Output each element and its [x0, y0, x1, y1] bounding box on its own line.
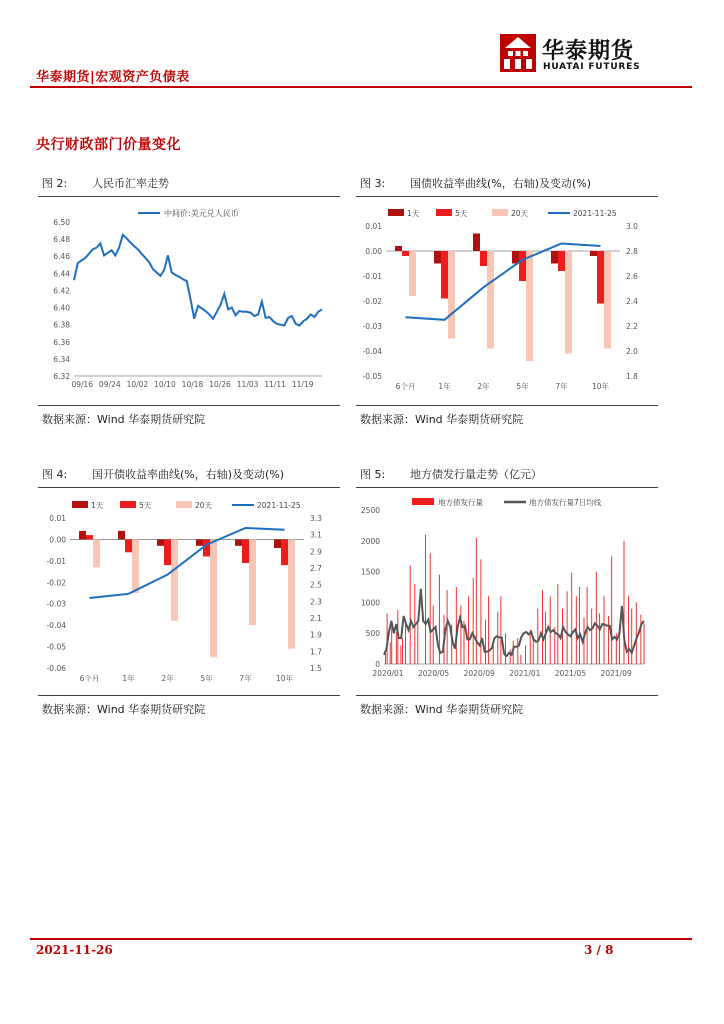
x-tick-label: 2020/09 [463, 669, 495, 678]
bar-1天 [157, 539, 164, 545]
fig2-bottom-rule [38, 405, 340, 406]
y2-tick-label: 2.4 [626, 297, 638, 306]
bar-5天 [558, 251, 565, 271]
bar-5天 [519, 251, 526, 281]
fig3-chart [348, 200, 664, 400]
y2-tick-label: 2.2 [626, 322, 638, 331]
section-title: 央行财政部门价量变化 [36, 137, 181, 153]
fig4-bottom-rule [38, 695, 340, 696]
legend-label: 2021-11-25 [257, 501, 301, 510]
x-tick-label: 10/02 [126, 380, 149, 389]
x-tick-label: 10/18 [181, 380, 204, 389]
issuance-7d-ma-line [384, 589, 644, 656]
x-tick-label: 7年 [555, 382, 568, 391]
fig4-label: 图 4: [42, 468, 68, 481]
footer-date: 2021-11-26 [36, 943, 113, 957]
x-tick-label: 09/16 [71, 380, 94, 389]
x-tick-label: 5年 [200, 674, 213, 683]
logo-text-en: HUATAI FUTURES [543, 62, 641, 72]
y-tick-label: 0.01 [49, 514, 66, 523]
fig5-top-rule [356, 487, 658, 488]
y2-tick-label: 2.7 [310, 564, 322, 573]
x-tick-label: 1年 [438, 382, 451, 391]
fig5-chart [348, 492, 660, 692]
bar-5天 [281, 539, 288, 565]
y-tick-label: 2500 [360, 506, 380, 515]
bar-20天 [288, 539, 295, 648]
fig2-top-rule [38, 196, 340, 197]
fig5-source: 数据来源：Wind 华泰期货研究院 [360, 703, 524, 716]
y-tick-label: 500 [365, 629, 380, 639]
x-tick-label: 2021/01 [509, 669, 541, 678]
bar-5天 [242, 539, 249, 563]
y-tick-label: 6.50 [53, 218, 70, 227]
fig3-top-rule [356, 196, 658, 197]
bar-5天 [86, 535, 93, 539]
bar-1天 [590, 251, 597, 256]
bar-1天 [395, 246, 402, 251]
x-tick-label: 09/24 [99, 380, 121, 389]
y-tick-label: -0.05 [362, 372, 382, 381]
bar-20天 [604, 251, 611, 349]
bar-5天 [441, 251, 448, 299]
x-tick-label: 2020/05 [418, 669, 450, 678]
y2-tick-label: 3.1 [310, 530, 322, 540]
x-tick-label: 11/03 [236, 380, 259, 389]
x-tick-label: 11/19 [291, 380, 314, 389]
y-tick-label: -0.01 [362, 272, 382, 281]
bar-20天 [409, 251, 416, 296]
y-tick-label: 0.00 [49, 535, 66, 545]
bar-20天 [249, 539, 256, 625]
legend-swatch [120, 501, 136, 508]
bar-1天 [274, 539, 281, 548]
y-tick-label: 0 [375, 660, 380, 669]
x-tick-label: 1年 [122, 674, 135, 683]
y-tick-label: 6.44 [53, 269, 70, 279]
y-tick-label: 6.42 [53, 286, 70, 296]
x-tick-label: 6个月 [79, 674, 100, 683]
y2-tick-label: 2.8 [626, 247, 638, 256]
page-number: 3 / 8 [584, 943, 614, 957]
y-tick-label: -0.03 [362, 322, 382, 331]
y-tick-label: -0.06 [46, 664, 66, 673]
fig3-source: 数据来源：Wind 华泰期货研究院 [360, 413, 524, 426]
x-tick-label: 10/26 [209, 380, 231, 389]
bar-1天 [79, 531, 86, 540]
y-tick-label: -0.04 [46, 621, 66, 631]
legend-swatch [436, 209, 452, 216]
legend-swatch [388, 209, 404, 216]
bar-20天 [448, 251, 455, 339]
y2-tick-label: 2.6 [626, 272, 638, 281]
y2-tick-label: 1.5 [310, 664, 322, 673]
bar-1天 [551, 251, 558, 264]
y-tick-label: -0.02 [362, 297, 382, 306]
y-tick-label: 6.46 [53, 252, 70, 262]
x-tick-label: 10/10 [154, 380, 176, 389]
bar-1天 [473, 234, 480, 252]
fx-rate-line [74, 235, 322, 326]
fig2-label: 图 2: [42, 177, 68, 190]
y2-tick-label: 1.9 [310, 630, 322, 640]
fig4-top-rule [38, 487, 340, 488]
y2-tick-label: 2.5 [310, 580, 322, 590]
legend-label: 1天 [407, 209, 420, 218]
y-tick-label: 0.01 [365, 222, 382, 231]
y-tick-label: -0.02 [46, 578, 66, 588]
x-tick-label: 2年 [161, 674, 174, 683]
y2-tick-label: 2.9 [310, 547, 322, 557]
fig3-label: 图 3: [360, 177, 386, 190]
bar-20天 [171, 539, 178, 620]
bar-5天 [597, 251, 604, 304]
fig2-title: 人民币汇率走势 [92, 177, 169, 190]
bar-20天 [526, 251, 533, 361]
legend-label: 地方债发行量 [438, 498, 483, 507]
bar-1天 [235, 539, 242, 545]
bar-1天 [512, 251, 519, 264]
legend-swatch [492, 209, 508, 216]
fig4-source: 数据来源：Wind 华泰期货研究院 [42, 703, 206, 716]
y-tick-label: 6.34 [53, 354, 70, 364]
legend-label: 地方债发行量7日均线 [529, 498, 602, 507]
x-tick-label: 2021/05 [554, 669, 587, 678]
x-tick-label: 11/11 [264, 380, 286, 389]
legend-label: 1天 [91, 501, 104, 510]
x-tick-label: 10年 [275, 674, 294, 683]
fig5-label: 图 5: [360, 468, 386, 481]
bar-5天 [164, 539, 171, 565]
legend-label: 中间价:美元兑人民币 [164, 209, 239, 218]
x-tick-label: 2021/09 [600, 669, 632, 678]
bar-20天 [565, 251, 572, 354]
bar-5天 [480, 251, 487, 266]
bar-20天 [487, 251, 494, 349]
bar-20天 [210, 539, 217, 657]
y2-tick-label: 2.1 [310, 614, 322, 623]
x-tick-label: 5年 [516, 382, 529, 391]
fig2-chart [38, 200, 340, 400]
legend-swatch [412, 498, 434, 505]
y2-tick-label: 2.3 [310, 597, 322, 607]
fig5-title: 地方债发行量走势（亿元） [410, 468, 542, 481]
legend-swatch [176, 501, 192, 508]
fig4-title: 国开债收益率曲线(%，右轴)及变动(%) [92, 468, 285, 481]
header-divider [30, 86, 692, 88]
x-tick-label: 2020/01 [372, 669, 404, 678]
bar-5天 [402, 251, 409, 256]
y-tick-label: 0.00 [365, 247, 382, 256]
legend-label: 20天 [195, 501, 213, 510]
bar-5天 [203, 539, 210, 556]
bar-1天 [196, 539, 203, 545]
huatai-logo-icon [500, 34, 536, 72]
x-tick-label: 10年 [591, 382, 610, 391]
y-tick-label: 6.48 [53, 235, 70, 245]
y2-tick-label: 1.7 [310, 647, 322, 657]
y-tick-label: 2000 [360, 536, 380, 546]
y-tick-label: 6.32 [53, 372, 70, 381]
legend-swatch [72, 501, 88, 508]
x-tick-label: 6个月 [395, 382, 416, 391]
y-tick-label: 1000 [360, 598, 380, 608]
logo-text-cn: 华泰期货 [542, 39, 635, 64]
bar-5天 [125, 539, 132, 552]
fig3-bottom-rule [356, 405, 658, 406]
x-tick-label: 2年 [477, 382, 490, 391]
legend-label: 20天 [511, 209, 529, 218]
fig3-title: 国债收益率曲线(%，右轴)及变动(%) [410, 177, 592, 190]
fig4-chart [32, 492, 348, 692]
bar-20天 [132, 539, 139, 593]
y-tick-label: 6.38 [53, 320, 70, 330]
bar-1天 [434, 251, 441, 264]
footer-divider [30, 938, 692, 940]
x-tick-label: 7年 [239, 674, 252, 683]
y-tick-label: 6.36 [53, 337, 70, 347]
y2-tick-label: 3.0 [626, 222, 638, 231]
y-tick-label: 6.40 [53, 303, 70, 313]
header-title: 华泰期货|宏观资产负债表 [36, 70, 190, 85]
y2-tick-label: 1.8 [626, 372, 638, 381]
y-tick-label: -0.04 [362, 347, 382, 356]
legend-label: 5天 [139, 501, 152, 510]
fig5-bottom-rule [356, 695, 658, 696]
bar-1天 [118, 531, 125, 540]
fig2-source: 数据来源：Wind 华泰期货研究院 [42, 413, 206, 426]
y-tick-label: 1500 [360, 567, 380, 577]
bar-20天 [93, 539, 100, 567]
y2-tick-label: 3.3 [310, 514, 322, 523]
legend-label: 2021-11-25 [573, 209, 617, 218]
y-tick-label: -0.05 [46, 642, 66, 652]
y-tick-label: -0.01 [46, 556, 66, 566]
y2-tick-label: 2.0 [626, 347, 638, 356]
y-tick-label: -0.03 [46, 599, 66, 609]
legend-label: 5天 [455, 209, 468, 218]
